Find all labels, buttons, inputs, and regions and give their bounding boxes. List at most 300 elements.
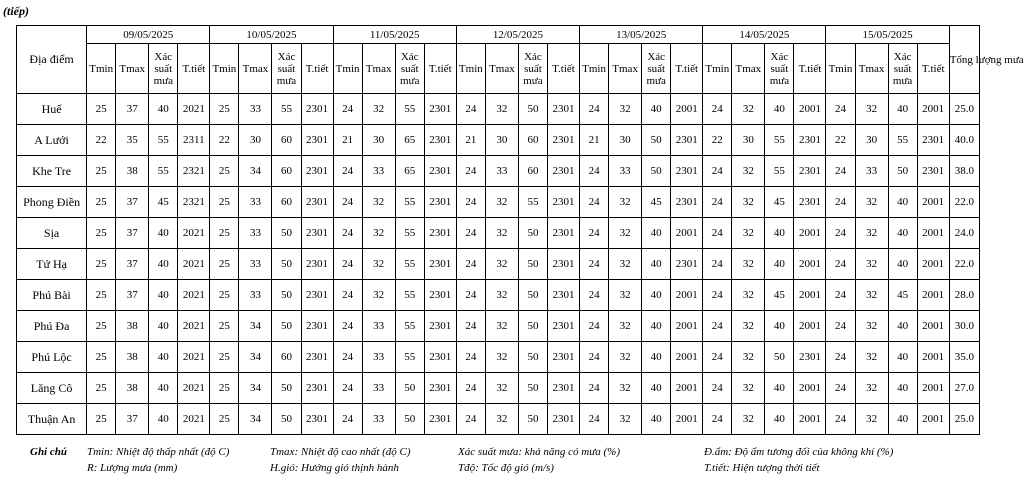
value-cell: 32 bbox=[732, 373, 765, 404]
value-cell: 40 bbox=[149, 373, 178, 404]
value-cell: 21 bbox=[456, 125, 485, 156]
value-cell: 32 bbox=[732, 404, 765, 435]
value-cell: 24 bbox=[826, 249, 855, 280]
note-wind-speed: Tđộ: Tốc độ gió (m/s) bbox=[458, 462, 554, 474]
value-cell: 40 bbox=[149, 404, 178, 435]
value-cell: 30 bbox=[362, 125, 395, 156]
value-cell: 2301 bbox=[301, 280, 333, 311]
value-cell: 2301 bbox=[301, 342, 333, 373]
value-cell: 32 bbox=[609, 311, 642, 342]
value-cell: 32 bbox=[485, 280, 518, 311]
sub-column-header: Xác suất mưa bbox=[395, 44, 424, 94]
total-rain-header: Tổng lượng mưa bbox=[949, 26, 979, 94]
value-cell: 55 bbox=[149, 156, 178, 187]
value-cell: 2301 bbox=[301, 94, 333, 125]
table-row bbox=[17, 311, 980, 342]
value-cell: 2001 bbox=[794, 280, 826, 311]
value-cell: 25 bbox=[87, 218, 116, 249]
value-cell: 24 bbox=[456, 156, 485, 187]
note-rain: R: Lượng mưa (mm) bbox=[87, 462, 178, 474]
table-row bbox=[17, 94, 980, 125]
value-cell: 55 bbox=[395, 311, 424, 342]
value-cell: 45 bbox=[149, 187, 178, 218]
value-cell: 2301 bbox=[794, 125, 826, 156]
value-cell: 2301 bbox=[424, 249, 456, 280]
table-body bbox=[17, 94, 980, 435]
value-cell: 40 bbox=[149, 342, 178, 373]
value-cell: 24 bbox=[826, 187, 855, 218]
value-cell: 40 bbox=[888, 311, 917, 342]
notes-section bbox=[30, 446, 990, 478]
table-row bbox=[17, 187, 980, 218]
value-cell: 32 bbox=[362, 94, 395, 125]
value-cell: 35 bbox=[116, 125, 149, 156]
value-cell: 55 bbox=[888, 125, 917, 156]
notes-title: Ghi chú bbox=[30, 446, 67, 458]
total-rain-cell: 27.0 bbox=[949, 373, 979, 404]
value-cell: 50 bbox=[272, 373, 301, 404]
value-cell: 50 bbox=[272, 280, 301, 311]
value-cell: 2301 bbox=[547, 342, 579, 373]
value-cell: 33 bbox=[239, 218, 272, 249]
value-cell: 2301 bbox=[547, 373, 579, 404]
value-cell: 2301 bbox=[547, 218, 579, 249]
value-cell: 33 bbox=[239, 187, 272, 218]
value-cell: 33 bbox=[239, 249, 272, 280]
value-cell: 24 bbox=[333, 249, 362, 280]
value-cell: 2301 bbox=[671, 187, 703, 218]
value-cell: 24 bbox=[826, 156, 855, 187]
value-cell: 2301 bbox=[424, 94, 456, 125]
value-cell: 40 bbox=[642, 94, 671, 125]
value-cell: 2001 bbox=[917, 373, 949, 404]
note-weather: T.tiết: Hiện tượng thời tiết bbox=[704, 462, 820, 474]
value-cell: 40 bbox=[888, 218, 917, 249]
value-cell: 60 bbox=[518, 156, 547, 187]
value-cell: 30 bbox=[239, 125, 272, 156]
sub-column-header: Xác suất mưa bbox=[888, 44, 917, 94]
value-cell: 40 bbox=[765, 94, 794, 125]
value-cell: 25 bbox=[210, 187, 239, 218]
value-cell: 2001 bbox=[794, 404, 826, 435]
location-cell: Tứ Hạ bbox=[17, 249, 87, 280]
location-cell: Lăng Cô bbox=[17, 373, 87, 404]
value-cell: 24 bbox=[703, 280, 732, 311]
value-cell: 2021 bbox=[178, 342, 210, 373]
value-cell: 50 bbox=[272, 218, 301, 249]
value-cell: 50 bbox=[518, 342, 547, 373]
value-cell: 32 bbox=[609, 249, 642, 280]
value-cell: 55 bbox=[395, 249, 424, 280]
value-cell: 33 bbox=[855, 156, 888, 187]
sub-column-header: Xác suất mưa bbox=[149, 44, 178, 94]
value-cell: 24 bbox=[826, 94, 855, 125]
value-cell: 40 bbox=[149, 94, 178, 125]
value-cell: 32 bbox=[609, 187, 642, 218]
value-cell: 55 bbox=[395, 218, 424, 249]
value-cell: 40 bbox=[149, 249, 178, 280]
value-cell: 2301 bbox=[424, 373, 456, 404]
value-cell: 32 bbox=[855, 280, 888, 311]
value-cell: 2301 bbox=[794, 156, 826, 187]
value-cell: 2301 bbox=[547, 156, 579, 187]
sub-column-header: Xác suất mưa bbox=[765, 44, 794, 94]
value-cell: 2301 bbox=[424, 280, 456, 311]
value-cell: 32 bbox=[732, 249, 765, 280]
sub-column-header: T.tiết bbox=[794, 44, 826, 94]
sub-column-header: Xác suất mưa bbox=[272, 44, 301, 94]
value-cell: 24 bbox=[580, 404, 609, 435]
total-rain-cell: 28.0 bbox=[949, 280, 979, 311]
sub-column-header: Tmin bbox=[456, 44, 485, 94]
value-cell: 2311 bbox=[178, 125, 210, 156]
location-cell: Phú Lộc bbox=[17, 342, 87, 373]
value-cell: 2001 bbox=[671, 373, 703, 404]
value-cell: 2301 bbox=[917, 125, 949, 156]
value-cell: 2301 bbox=[424, 125, 456, 156]
table-header bbox=[17, 26, 1024, 94]
value-cell: 2301 bbox=[424, 218, 456, 249]
date-header: 14/05/2025 bbox=[703, 26, 826, 44]
value-cell: 24 bbox=[333, 156, 362, 187]
value-cell: 50 bbox=[518, 311, 547, 342]
value-cell: 24 bbox=[456, 311, 485, 342]
value-cell: 55 bbox=[395, 187, 424, 218]
value-cell: 2301 bbox=[424, 404, 456, 435]
location-cell: A Lưới bbox=[17, 125, 87, 156]
value-cell: 2021 bbox=[178, 218, 210, 249]
value-cell: 2021 bbox=[178, 249, 210, 280]
value-cell: 22 bbox=[210, 125, 239, 156]
value-cell: 2301 bbox=[301, 373, 333, 404]
value-cell: 2001 bbox=[794, 249, 826, 280]
value-cell: 55 bbox=[765, 156, 794, 187]
value-cell: 40 bbox=[642, 218, 671, 249]
value-cell: 32 bbox=[855, 342, 888, 373]
value-cell: 40 bbox=[765, 311, 794, 342]
value-cell: 30 bbox=[732, 125, 765, 156]
location-cell: Sịa bbox=[17, 218, 87, 249]
value-cell: 40 bbox=[642, 342, 671, 373]
total-rain-cell: 25.0 bbox=[949, 404, 979, 435]
date-header: 13/05/2025 bbox=[580, 26, 703, 44]
value-cell: 2301 bbox=[424, 156, 456, 187]
value-cell: 32 bbox=[609, 373, 642, 404]
value-cell: 2001 bbox=[917, 187, 949, 218]
table-row bbox=[17, 373, 980, 404]
value-cell: 24 bbox=[703, 373, 732, 404]
value-cell: 38 bbox=[116, 311, 149, 342]
value-cell: 2001 bbox=[671, 280, 703, 311]
value-cell: 24 bbox=[580, 156, 609, 187]
value-cell: 2301 bbox=[794, 187, 826, 218]
sub-column-header: Tmax bbox=[362, 44, 395, 94]
location-cell: Huế bbox=[17, 94, 87, 125]
value-cell: 2301 bbox=[301, 249, 333, 280]
value-cell: 24 bbox=[333, 373, 362, 404]
value-cell: 2021 bbox=[178, 280, 210, 311]
value-cell: 2301 bbox=[917, 156, 949, 187]
value-cell: 24 bbox=[333, 280, 362, 311]
value-cell: 37 bbox=[116, 218, 149, 249]
value-cell: 40 bbox=[765, 249, 794, 280]
value-cell: 24 bbox=[456, 187, 485, 218]
value-cell: 32 bbox=[485, 373, 518, 404]
value-cell: 2301 bbox=[547, 125, 579, 156]
value-cell: 40 bbox=[149, 218, 178, 249]
date-header: 12/05/2025 bbox=[456, 26, 579, 44]
value-cell: 24 bbox=[333, 342, 362, 373]
value-cell: 32 bbox=[609, 342, 642, 373]
value-cell: 2301 bbox=[671, 249, 703, 280]
value-cell: 32 bbox=[362, 187, 395, 218]
value-cell: 25 bbox=[87, 280, 116, 311]
note-wind-direction: H.gió: Hướng gió thịnh hành bbox=[270, 462, 399, 474]
value-cell: 2301 bbox=[547, 311, 579, 342]
value-cell: 24 bbox=[333, 311, 362, 342]
value-cell: 45 bbox=[765, 187, 794, 218]
value-cell: 2301 bbox=[671, 156, 703, 187]
value-cell: 65 bbox=[395, 125, 424, 156]
forecast-table bbox=[16, 25, 1024, 435]
value-cell: 24 bbox=[703, 218, 732, 249]
value-cell: 34 bbox=[239, 373, 272, 404]
total-rain-cell: 38.0 bbox=[949, 156, 979, 187]
value-cell: 32 bbox=[732, 187, 765, 218]
value-cell: 32 bbox=[732, 218, 765, 249]
value-cell: 55 bbox=[765, 125, 794, 156]
value-cell: 32 bbox=[609, 94, 642, 125]
value-cell: 33 bbox=[485, 156, 518, 187]
table-row bbox=[17, 404, 980, 435]
value-cell: 2021 bbox=[178, 94, 210, 125]
value-cell: 24 bbox=[580, 218, 609, 249]
value-cell: 24 bbox=[580, 94, 609, 125]
value-cell: 2301 bbox=[424, 342, 456, 373]
value-cell: 33 bbox=[239, 94, 272, 125]
sub-column-header: Tmin bbox=[580, 44, 609, 94]
value-cell: 40 bbox=[642, 404, 671, 435]
location-cell: Khe Tre bbox=[17, 156, 87, 187]
value-cell: 33 bbox=[362, 373, 395, 404]
value-cell: 33 bbox=[362, 311, 395, 342]
value-cell: 32 bbox=[855, 311, 888, 342]
total-rain-cell: 22.0 bbox=[949, 249, 979, 280]
value-cell: 24 bbox=[580, 187, 609, 218]
value-cell: 50 bbox=[518, 249, 547, 280]
value-cell: 32 bbox=[609, 218, 642, 249]
value-cell: 2301 bbox=[301, 218, 333, 249]
sub-column-header: Tmin bbox=[87, 44, 116, 94]
value-cell: 25 bbox=[87, 156, 116, 187]
total-rain-cell: 40.0 bbox=[949, 125, 979, 156]
value-cell: 2301 bbox=[301, 156, 333, 187]
date-header: 15/05/2025 bbox=[826, 26, 949, 44]
value-cell: 2301 bbox=[547, 249, 579, 280]
value-cell: 25 bbox=[87, 373, 116, 404]
value-cell: 32 bbox=[609, 404, 642, 435]
value-cell: 2301 bbox=[794, 342, 826, 373]
value-cell: 65 bbox=[395, 156, 424, 187]
value-cell: 2301 bbox=[547, 187, 579, 218]
date-header: 09/05/2025 bbox=[87, 26, 210, 44]
value-cell: 24 bbox=[333, 187, 362, 218]
value-cell: 32 bbox=[485, 94, 518, 125]
value-cell: 40 bbox=[888, 373, 917, 404]
value-cell: 32 bbox=[362, 249, 395, 280]
value-cell: 40 bbox=[888, 187, 917, 218]
value-cell: 24 bbox=[456, 218, 485, 249]
sub-column-header: T.tiết bbox=[178, 44, 210, 94]
value-cell: 24 bbox=[333, 404, 362, 435]
value-cell: 2001 bbox=[917, 94, 949, 125]
value-cell: 50 bbox=[642, 156, 671, 187]
value-cell: 60 bbox=[272, 187, 301, 218]
value-cell: 25 bbox=[210, 311, 239, 342]
value-cell: 55 bbox=[149, 125, 178, 156]
value-cell: 2001 bbox=[917, 404, 949, 435]
value-cell: 32 bbox=[485, 404, 518, 435]
total-rain-cell: 22.0 bbox=[949, 187, 979, 218]
total-rain-cell: 25.0 bbox=[949, 94, 979, 125]
value-cell: 22 bbox=[87, 125, 116, 156]
value-cell: 37 bbox=[116, 280, 149, 311]
location-cell: Phong Điền bbox=[17, 187, 87, 218]
value-cell: 2001 bbox=[671, 342, 703, 373]
value-cell: 37 bbox=[116, 187, 149, 218]
value-cell: 2301 bbox=[301, 311, 333, 342]
value-cell: 50 bbox=[518, 218, 547, 249]
value-cell: 2001 bbox=[794, 311, 826, 342]
value-cell: 32 bbox=[855, 187, 888, 218]
value-cell: 40 bbox=[642, 249, 671, 280]
value-cell: 2001 bbox=[917, 218, 949, 249]
value-cell: 32 bbox=[732, 94, 765, 125]
value-cell: 38 bbox=[116, 373, 149, 404]
value-cell: 32 bbox=[362, 280, 395, 311]
value-cell: 40 bbox=[888, 342, 917, 373]
value-cell: 24 bbox=[456, 373, 485, 404]
value-cell: 33 bbox=[362, 156, 395, 187]
value-cell: 24 bbox=[703, 249, 732, 280]
value-cell: 24 bbox=[456, 280, 485, 311]
value-cell: 2001 bbox=[671, 311, 703, 342]
value-cell: 2001 bbox=[671, 404, 703, 435]
note-rain-probability: Xác suất mưa: khả năng có mưa (%) bbox=[458, 446, 620, 458]
value-cell: 40 bbox=[888, 94, 917, 125]
value-cell: 38 bbox=[116, 342, 149, 373]
value-cell: 55 bbox=[395, 342, 424, 373]
value-cell: 2321 bbox=[178, 187, 210, 218]
value-cell: 37 bbox=[116, 94, 149, 125]
value-cell: 2001 bbox=[794, 94, 826, 125]
table-row bbox=[17, 125, 980, 156]
value-cell: 24 bbox=[456, 404, 485, 435]
value-cell: 33 bbox=[239, 280, 272, 311]
value-cell: 24 bbox=[826, 280, 855, 311]
value-cell: 32 bbox=[732, 342, 765, 373]
value-cell: 32 bbox=[855, 94, 888, 125]
sub-column-header: Tmin bbox=[826, 44, 855, 94]
value-cell: 40 bbox=[149, 280, 178, 311]
note-tmin: Tmin: Nhiệt độ thấp nhất (độ C) bbox=[87, 446, 230, 458]
sub-column-header: T.tiết bbox=[301, 44, 333, 94]
sub-column-header: Xác suất mưa bbox=[518, 44, 547, 94]
value-cell: 25 bbox=[210, 218, 239, 249]
value-cell: 24 bbox=[703, 94, 732, 125]
value-cell: 2001 bbox=[917, 311, 949, 342]
value-cell: 50 bbox=[395, 373, 424, 404]
value-cell: 25 bbox=[87, 187, 116, 218]
value-cell: 2001 bbox=[794, 218, 826, 249]
value-cell: 21 bbox=[333, 125, 362, 156]
value-cell: 24 bbox=[456, 249, 485, 280]
value-cell: 25 bbox=[210, 94, 239, 125]
sub-column-header: T.tiết bbox=[917, 44, 949, 94]
value-cell: 50 bbox=[395, 404, 424, 435]
value-cell: 30 bbox=[485, 125, 518, 156]
table-row bbox=[17, 342, 980, 373]
value-cell: 24 bbox=[456, 342, 485, 373]
value-cell: 50 bbox=[518, 94, 547, 125]
value-cell: 32 bbox=[732, 156, 765, 187]
value-cell: 37 bbox=[116, 249, 149, 280]
value-cell: 2301 bbox=[301, 404, 333, 435]
value-cell: 2301 bbox=[301, 125, 333, 156]
value-cell: 60 bbox=[272, 156, 301, 187]
value-cell: 50 bbox=[272, 249, 301, 280]
value-cell: 45 bbox=[888, 280, 917, 311]
sub-column-header: Tmax bbox=[609, 44, 642, 94]
value-cell: 25 bbox=[87, 249, 116, 280]
value-cell: 2001 bbox=[794, 373, 826, 404]
value-cell: 21 bbox=[580, 125, 609, 156]
sub-column-header: Tmax bbox=[855, 44, 888, 94]
value-cell: 2021 bbox=[178, 404, 210, 435]
value-cell: 50 bbox=[642, 125, 671, 156]
value-cell: 2301 bbox=[424, 187, 456, 218]
value-cell: 24 bbox=[580, 280, 609, 311]
value-cell: 60 bbox=[272, 125, 301, 156]
value-cell: 40 bbox=[765, 404, 794, 435]
value-cell: 32 bbox=[732, 311, 765, 342]
value-cell: 2301 bbox=[547, 94, 579, 125]
value-cell: 60 bbox=[272, 342, 301, 373]
value-cell: 40 bbox=[888, 249, 917, 280]
value-cell: 50 bbox=[765, 342, 794, 373]
value-cell: 2301 bbox=[547, 404, 579, 435]
value-cell: 30 bbox=[855, 125, 888, 156]
value-cell: 24 bbox=[580, 249, 609, 280]
value-cell: 25 bbox=[210, 249, 239, 280]
value-cell: 32 bbox=[485, 311, 518, 342]
sub-column-header: T.tiết bbox=[671, 44, 703, 94]
value-cell: 24 bbox=[333, 218, 362, 249]
value-cell: 50 bbox=[888, 156, 917, 187]
value-cell: 2001 bbox=[917, 280, 949, 311]
value-cell: 37 bbox=[116, 404, 149, 435]
date-header: 10/05/2025 bbox=[210, 26, 333, 44]
value-cell: 38 bbox=[116, 156, 149, 187]
value-cell: 25 bbox=[87, 311, 116, 342]
value-cell: 2301 bbox=[671, 125, 703, 156]
value-cell: 32 bbox=[609, 280, 642, 311]
table-row bbox=[17, 156, 980, 187]
location-header: Địa điểm bbox=[17, 26, 87, 94]
value-cell: 50 bbox=[518, 280, 547, 311]
value-cell: 40 bbox=[642, 311, 671, 342]
value-cell: 40 bbox=[765, 373, 794, 404]
